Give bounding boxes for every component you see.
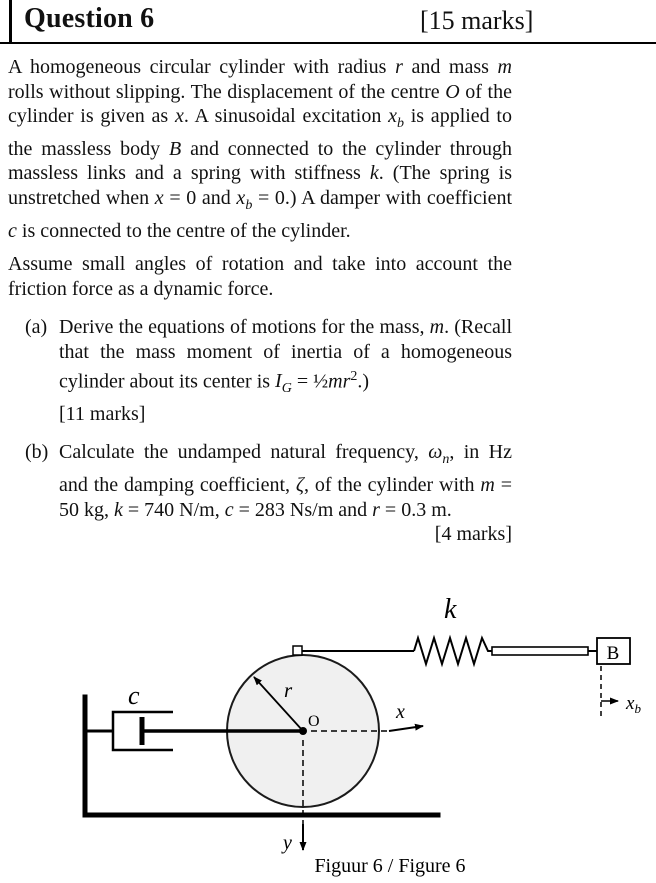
spring-k-label: k (444, 594, 457, 625)
xb-displacement (601, 666, 641, 717)
body-B-label: B (606, 643, 620, 664)
y-label: y (283, 832, 292, 854)
question-body (8, 55, 512, 547)
xb-label: $x_b$ (626, 693, 641, 716)
radius-r-label: r (284, 678, 293, 702)
question-paragraph-2: Assume small angles of rotation and take into account the friction force as a dynamic force. (8, 253, 512, 300)
figure-6-diagram (0, 585, 656, 883)
centre-O-label: O (308, 713, 320, 730)
question-total-marks: [15 marks] (420, 6, 534, 35)
spring (414, 638, 492, 664)
item-a-text: Derive the equations of motions for the mass, m. (Recall that the mass moment of inertia of a homogeneous cylinder about its center is $I_G$ = $\frac{1}{2}mr^2$.) [11 marks] (59, 316, 512, 425)
header-left-border (9, 0, 12, 42)
item-b-text: Calculate the undamped natural frequency, $\omega_n$, in Hz and the damping coefficient, ζ, of the cylinder with m = 50 kg, k = 740 N/m, c = 283 Ns/m and r = 0.3 m. [4 marks] (59, 441, 513, 546)
question-item-b (8, 440, 512, 546)
item-b-label: (b) (25, 441, 49, 464)
figure-6 (0, 585, 656, 883)
top-link-rod (293, 646, 414, 655)
figure-caption: Figuur 6 / Figure 6 (314, 855, 466, 877)
spring-to-body-rod (492, 647, 588, 655)
question-title: Question 6 (24, 3, 155, 34)
link-pin (293, 646, 302, 655)
question-item-a (8, 315, 512, 426)
centre-point-O (299, 727, 307, 735)
question-header (0, 0, 656, 44)
item-a-label: (a) (25, 316, 48, 339)
x-label: x (396, 701, 405, 723)
damper-c-label: c (128, 681, 140, 710)
question-paragraph-1: A homogeneous circular cylinder with radius r and mass m rolls without slipping. The displacement of the centre O of the cylinder is given as x. A sinusoidal excitation $x_b$ is applied to the massless body B and connected to the cylinder through massless links and a spring with stiffness k. (The spring is unstretched when x = 0 and $x_b = 0$.) A damper with coefficient c is connected to the centre of the cylinder. (8, 56, 513, 242)
